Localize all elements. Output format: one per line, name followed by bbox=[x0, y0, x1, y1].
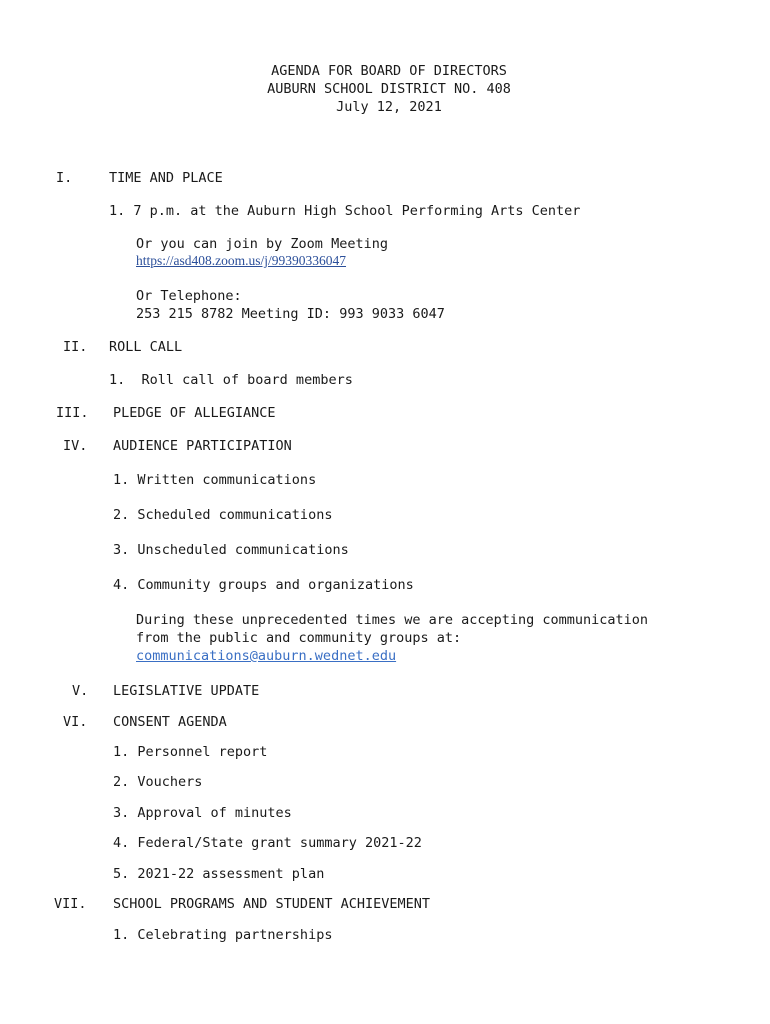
zoom-join-text: Or you can join by Zoom Meeting bbox=[136, 236, 388, 252]
section-title-consent-agenda: CONSENT AGENDA bbox=[113, 714, 227, 730]
list-item: 1. Celebrating partnerships bbox=[113, 927, 333, 943]
district-name: AUBURN SCHOOL DISTRICT NO. 408 bbox=[267, 81, 511, 97]
meeting-date: July 12, 2021 bbox=[336, 99, 442, 115]
list-item: 2. Scheduled communications bbox=[113, 507, 333, 523]
list-item: 3. Unscheduled communications bbox=[113, 542, 349, 558]
section-title-audience-participation: AUDIENCE PARTICIPATION bbox=[113, 438, 292, 454]
communication-note: During these unprecedented times we are accepting communication bbox=[136, 612, 649, 628]
telephone-label: Or Telephone: bbox=[136, 288, 242, 304]
meeting-location: 1. 7 p.m. at the Auburn High School Performing Arts Center bbox=[109, 203, 581, 219]
list-item: 1. Personnel report bbox=[113, 744, 268, 760]
list-item: 4. Federal/State grant summary 2021-22 bbox=[113, 835, 422, 851]
list-item: 1. Written communications bbox=[113, 472, 317, 488]
zoom-meeting-link[interactable]: https://asd408.zoom.us/j/99390336047 bbox=[136, 253, 347, 268]
section-numeral-iii: III. bbox=[56, 405, 89, 421]
section-numeral-i: I. bbox=[56, 170, 73, 186]
communication-note: from the public and community groups at: bbox=[136, 630, 462, 646]
list-item: 2. Vouchers bbox=[113, 774, 203, 790]
communications-email-link[interactable]: communications@auburn.wednet.edu bbox=[136, 648, 397, 664]
section-title-time-and-place: TIME AND PLACE bbox=[109, 170, 223, 186]
section-title-legislative-update: LEGISLATIVE UPDATE bbox=[113, 683, 260, 699]
telephone-details: 253 215 8782 Meeting ID: 993 9033 6047 bbox=[136, 306, 445, 322]
section-title-school-programs: SCHOOL PROGRAMS AND STUDENT ACHIEVEMENT bbox=[113, 896, 430, 912]
list-item: 1. Roll call of board members bbox=[109, 372, 353, 388]
section-numeral-iv: IV. bbox=[63, 438, 88, 454]
section-title-roll-call: ROLL CALL bbox=[109, 339, 183, 355]
section-numeral-vi: VI. bbox=[63, 714, 88, 730]
section-numeral-vii: VII. bbox=[54, 896, 87, 912]
section-title-pledge: PLEDGE OF ALLEGIANCE bbox=[113, 405, 276, 421]
section-numeral-v: V. bbox=[72, 683, 89, 699]
list-item: 4. Community groups and organizations bbox=[113, 577, 414, 593]
list-item: 3. Approval of minutes bbox=[113, 805, 292, 821]
list-item: 5. 2021-22 assessment plan bbox=[113, 866, 325, 882]
section-numeral-ii: II. bbox=[63, 339, 88, 355]
agenda-title: AGENDA FOR BOARD OF DIRECTORS bbox=[271, 63, 507, 79]
